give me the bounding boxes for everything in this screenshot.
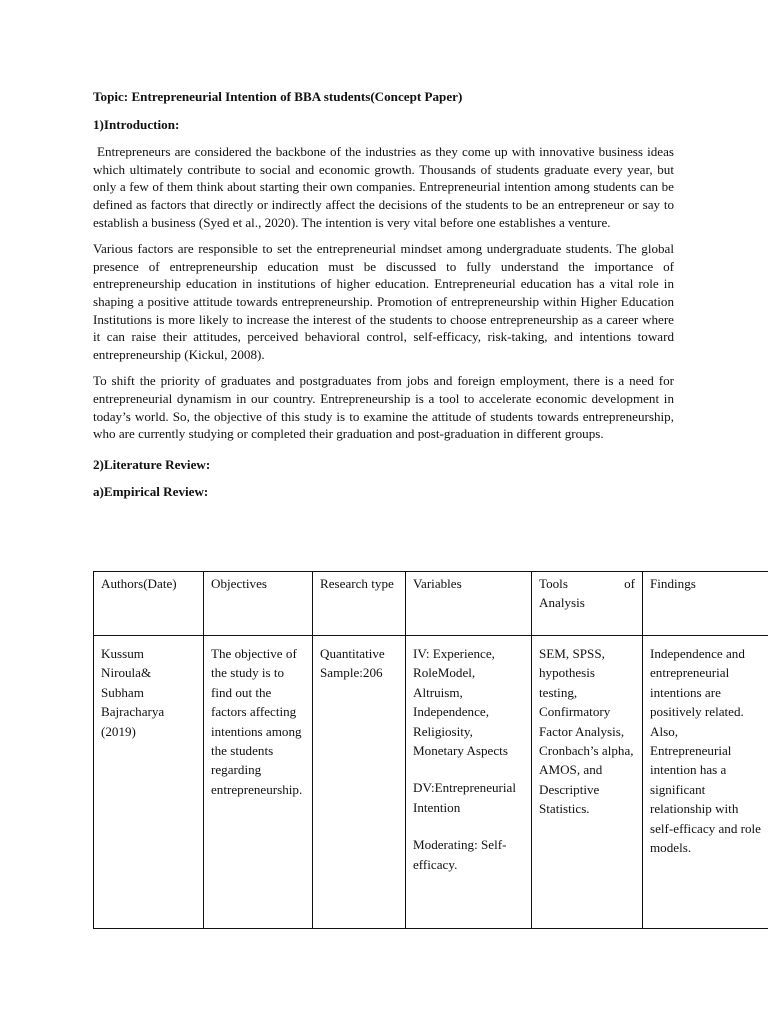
header-variables: Variables: [406, 572, 532, 636]
variables-iv: IV: Experience, RoleModel, Altruism, Independence, Religiosity, Monetary Aspects: [413, 646, 508, 759]
variables-dv: DV:Entrepreneurial Intention: [413, 780, 517, 815]
header-objectives: Objectives: [204, 572, 313, 636]
header-findings: Findings: [643, 572, 768, 636]
intro-paragraph-1: Entrepreneurs are considered the backbone of the industries as they come up with innovative business ideas which ultimately contribute to social and economic growth. Thousands of students graduate every year, but only a few of them think about starting their own companies. Entrepreneurial intention among students can be defined as factors that directly or indirectly affect the decisions of the students to be an entrepreneur or say to establish a business (Syed et al., 2020). The intention is very vital before one establishes a venture.: [93, 144, 674, 230]
table-header-row: [94, 572, 768, 636]
cell-objectives: The objective of the study is to find out the factors affecting intentions among the students regarding entrepreneurship.: [204, 636, 313, 929]
header-analysis-word: Analysis: [539, 595, 585, 611]
variables-moderating: Moderating: Self-efficacy.: [413, 837, 507, 872]
cell-tools: SEM, SPSS, hypothesis testing, Confirmatory Factor Analysis, Cronbach’s alpha, AMOS, and Descriptive Statistics.: [532, 636, 643, 929]
cell-authors: Kussum Niroula& Subham Bajracharya (2019): [94, 636, 204, 929]
header-tools-of-analysis: [532, 572, 643, 636]
document-topic: Topic: Entrepreneurial Intention of BBA students(Concept Paper): [93, 89, 463, 104]
cell-research-type: Quantitative Sample:206: [313, 636, 406, 929]
empirical-review-table: [93, 571, 768, 929]
intro-paragraph-3: To shift the priority of graduates and postgraduates from jobs and foreign employment, there is a need for entrepreneurial dynamism in our country. Entrepreneurship is a tool to accelerate economic development in today’s world. So, the objective of this study is to examine the attitude of students towards entrepreneurship, who are currently studying or completed their graduation and post-graduation in different groups.: [93, 373, 674, 442]
header-research-type: Research type: [313, 572, 406, 636]
introduction-heading: 1)Introduction:: [93, 116, 180, 132]
header-authors: Authors(Date): [94, 572, 204, 636]
document-body: [93, 88, 674, 505]
literature-review-heading: 2)Literature Review:: [93, 456, 211, 472]
header-of-word: of: [624, 576, 635, 591]
table-row: [94, 636, 768, 929]
empirical-review-heading: a)Empirical Review:: [93, 484, 209, 500]
intro-paragraph-2: Various factors are responsible to set the entrepreneurial mindset among undergraduate students. The global presence of entrepreneurship education must be discussed to fully understand the importance of entrepreneurship education in institutions of higher education. Entrepreneurial education has a vital role in shaping a positive attitude towards entrepreneurship. Promotion of entrepreneurship within Higher Education Institutions is more likely to increase the interest of the students to choose entrepreneurship as a career where it can raise their attitudes, perceived behavioral control, self-efficacy, risk-taking, and intentions toward entrepreneurship (Kickul, 2008).: [93, 241, 674, 362]
header-tools-word: Tools: [539, 576, 568, 591]
cell-findings: Independence and entrepreneurial intentions are positively related. Also, Entrepreneurial intention has a significant relationship with self-efficacy and role models.: [643, 636, 768, 929]
cell-variables: [406, 636, 532, 929]
